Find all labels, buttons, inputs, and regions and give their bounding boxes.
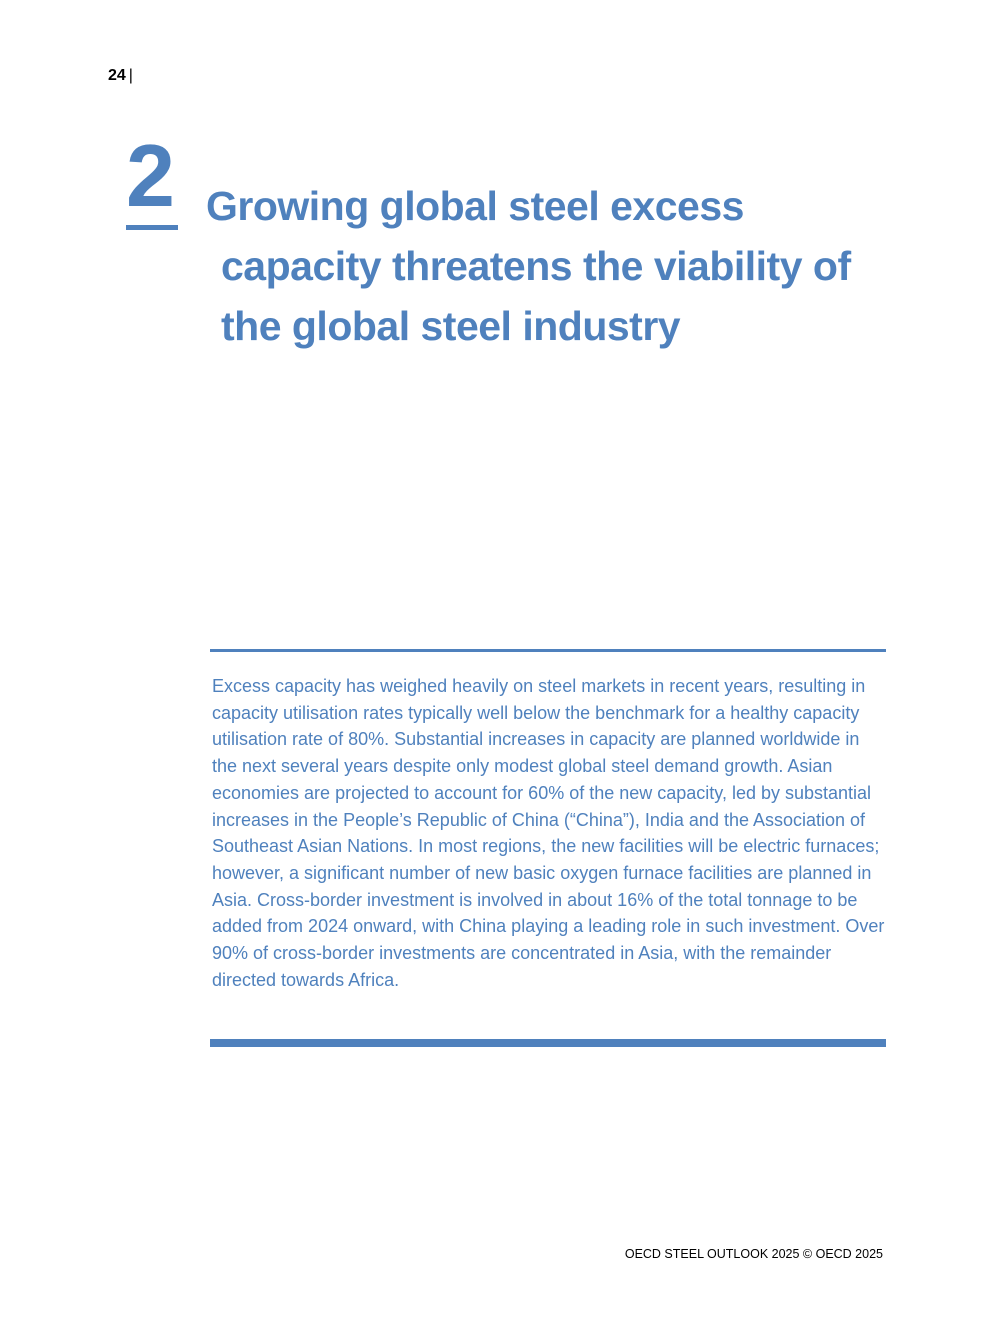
page-number-separator: | xyxy=(128,67,133,84)
chapter-abstract: Excess capacity has weighed heavily on steel markets in recent years, resulting in capacity utilisation rates typically well below the benchmark for a healthy capacity utilisation rate of 80%. Substantial increases in capacity are planned worldwide in the next several years despite only modest global steel demand growth. Asian economies are projected to account for 60% of the new capacity, led by substantial increases in the People’s Republic of China (“China”), India and the Association of Southeast Asian Nations. In most regions, the new facilities will be electric furnaces; however, a significant number of new basic oxygen furnace facilities are planned in Asia. Cross-border investment is involved in about 16% of the total tonnage to be added from 2024 onward, with China playing a leading role in such investment. Over 90% of cross-border investments are concentrated in Asia, with the remainder directed towards Africa. xyxy=(212,676,885,990)
page-number-value: 24 xyxy=(108,67,126,84)
page-footer: OECD STEEL OUTLOOK 2025 © OECD 2025 xyxy=(624,1247,883,1261)
chapter-number-underline xyxy=(126,225,178,230)
abstract-bottom-rule xyxy=(210,1039,886,1047)
page-number xyxy=(108,66,133,86)
chapter-title-line: Growing global steel excess xyxy=(206,183,744,229)
abstract-top-rule xyxy=(210,649,886,652)
chapter-number: 2 xyxy=(126,126,175,225)
chapter-title-line: the global steel industry xyxy=(221,303,681,349)
chapter-title-line: capacity threatens the viability of xyxy=(221,243,851,289)
chapter-title xyxy=(206,176,866,356)
